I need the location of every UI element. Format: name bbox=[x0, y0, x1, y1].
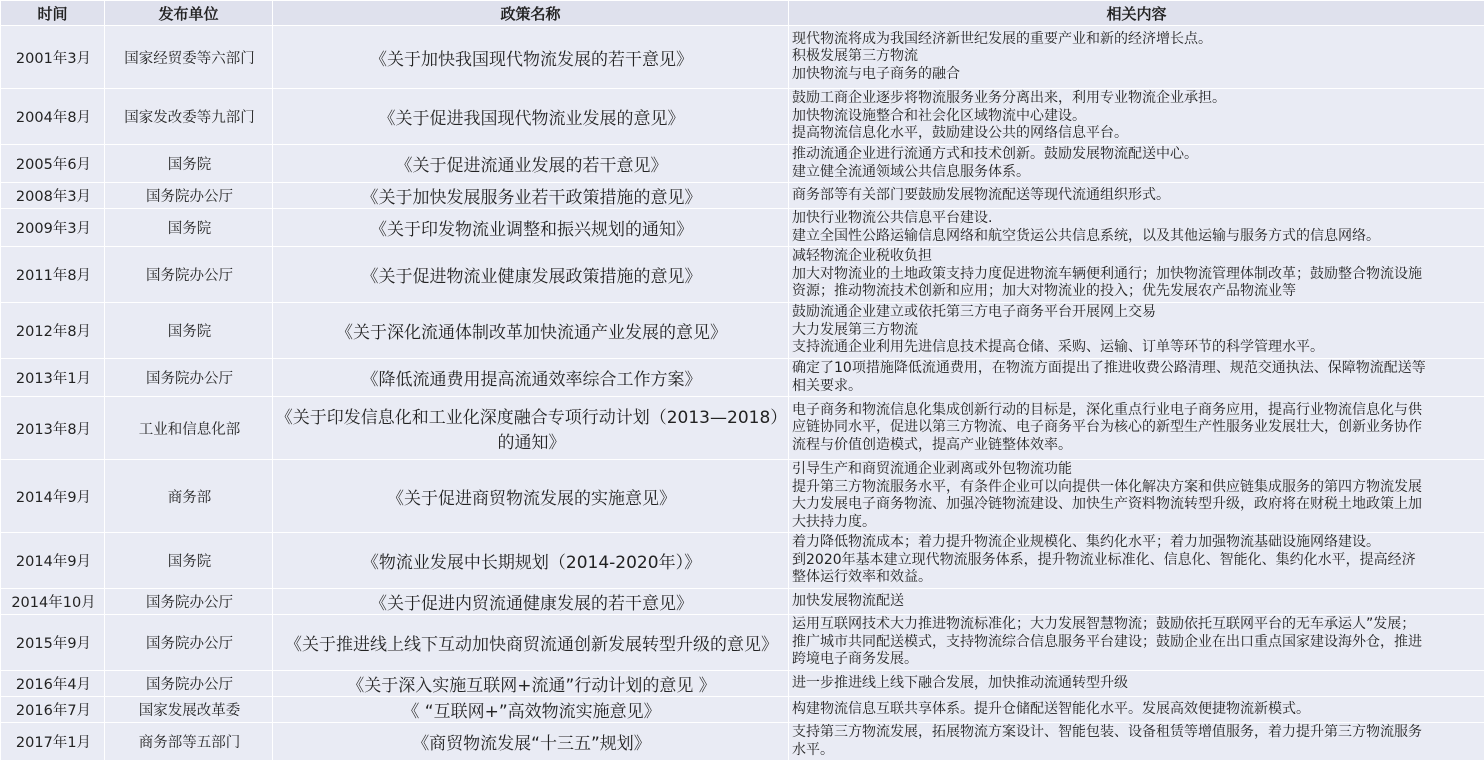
table-row bbox=[1, 615, 1484, 671]
cell-content: 鼓励工商企业逐步将物流服务业务分离出来，利用专业物流企业承担。 加快物流设施整合和社会化区域物流中心建设。 提高物流信息化水平，鼓励建设公共的网络信息平台。 bbox=[789, 89, 1484, 145]
cell-time: 2017年1月 bbox=[1, 723, 105, 761]
header-content: 相关内容 bbox=[789, 1, 1484, 26]
table-row bbox=[1, 359, 1484, 397]
header-time: 时间 bbox=[1, 1, 105, 26]
cell-content: 着力降低物流成本；着力提升物流企业规模化、集约化水平；着力加强物流基础设施网络建设。 到2020年基本建立现代物流服务体系，提升物流业标准化、信息化、智能化、集约化水平，提高经济 整体运行效率和效益。 bbox=[789, 533, 1484, 589]
header-unit: 发布单位 bbox=[105, 1, 273, 26]
cell-content: 商务部等有关部门要鼓励发展物流配送等现代流通组织形式。 bbox=[789, 183, 1484, 209]
cell-policy-name: 《降低流通费用提高流通效率综合工作方案》 bbox=[273, 359, 789, 397]
cell-time: 2001年3月 bbox=[1, 26, 105, 89]
cell-content: 电子商务和物流信息化集成创新行动的目标是，深化重点行业电子商务应用，提高行业物流信息化与供 应链协同水平，促进以第三方物流、电子商务平台为核心的新型生产性服务业发展壮大，创新业务协作 流程与价值创造模式，提高产业链整体效率。 bbox=[789, 397, 1484, 460]
cell-policy-name: 《关于印发物流业调整和振兴规划的通知》 bbox=[273, 209, 789, 247]
cell-unit: 商务部等五部门 bbox=[105, 723, 273, 761]
cell-unit: 国务院 bbox=[105, 303, 273, 359]
cell-unit: 国家发改委等九部门 bbox=[105, 89, 273, 145]
table-row bbox=[1, 397, 1484, 460]
cell-policy-name: 《关于促进内贸流通健康发展的若干意见》 bbox=[273, 589, 789, 615]
cell-policy-name: 《关于深化流通体制改革加快流通产业发展的意见》 bbox=[273, 303, 789, 359]
cell-unit: 国家经贸委等六部门 bbox=[105, 26, 273, 89]
cell-time: 2013年1月 bbox=[1, 359, 105, 397]
table-row bbox=[1, 26, 1484, 89]
cell-policy-name: 《关于深入实施互联网+流通”行动计划的意见 》 bbox=[273, 671, 789, 697]
table-row bbox=[1, 723, 1484, 761]
cell-unit: 国务院办公厅 bbox=[105, 589, 273, 615]
cell-unit: 国务院办公厅 bbox=[105, 671, 273, 697]
cell-policy-name: 《关于促进物流业健康发展政策措施的意见》 bbox=[273, 247, 789, 303]
table-row bbox=[1, 697, 1484, 723]
cell-content: 现代物流将成为我国经济新世纪发展的重要产业和新的经济增长点。 积极发展第三方物流 加快物流与电子商务的融合 bbox=[789, 26, 1484, 89]
header-name: 政策名称 bbox=[273, 1, 789, 26]
table-row bbox=[1, 247, 1484, 303]
cell-time: 2011年8月 bbox=[1, 247, 105, 303]
cell-policy-name: 《商贸物流发展“十三五”规划》 bbox=[273, 723, 789, 761]
cell-policy-name: 《关于促进流通业发展的若干意见》 bbox=[273, 145, 789, 183]
cell-unit: 国务院 bbox=[105, 209, 273, 247]
cell-policy-name: 《关于推进线上线下互动加快商贸流通创新发展转型升级的意见》 bbox=[273, 615, 789, 671]
cell-time: 2014年9月 bbox=[1, 460, 105, 533]
table-row bbox=[1, 183, 1484, 209]
cell-unit: 国务院办公厅 bbox=[105, 247, 273, 303]
cell-content: 加快行业物流公共信息平台建设. 建立全国性公路运输信息网络和航空货运公共信息系统，以及其他运输与服务方式的信息网络。 bbox=[789, 209, 1484, 247]
cell-unit: 国务院办公厅 bbox=[105, 183, 273, 209]
cell-policy-name: 《关于促进我国现代物流业发展的意见》 bbox=[273, 89, 789, 145]
table-row bbox=[1, 671, 1484, 697]
table-row bbox=[1, 89, 1484, 145]
cell-time: 2014年10月 bbox=[1, 589, 105, 615]
cell-time: 2016年7月 bbox=[1, 697, 105, 723]
cell-time: 2005年6月 bbox=[1, 145, 105, 183]
cell-policy-name: 《物流业发展中长期规划（2014-2020年）》 bbox=[273, 533, 789, 589]
cell-time: 2016年4月 bbox=[1, 671, 105, 697]
cell-time: 2004年8月 bbox=[1, 89, 105, 145]
cell-time: 2013年8月 bbox=[1, 397, 105, 460]
cell-content: 确定了10项措施降低流通费用，在物流方面提出了推进收费公路清理、规范交通执法、保障物流配送等 相关要求。 bbox=[789, 359, 1484, 397]
table-row bbox=[1, 460, 1484, 533]
cell-content: 进一步推进线上线下融合发展，加快推动流通转型升级 bbox=[789, 671, 1484, 697]
cell-time: 2012年8月 bbox=[1, 303, 105, 359]
cell-policy-name: 《关于加快发展服务业若干政策措施的意见》 bbox=[273, 183, 789, 209]
cell-policy-name: 《 “互联网+”高效物流实施意见》 bbox=[273, 697, 789, 723]
cell-unit: 国家发展改革委 bbox=[105, 697, 273, 723]
cell-unit: 工业和信息化部 bbox=[105, 397, 273, 460]
cell-content: 构建物流信息互联共享体系。提升仓储配送智能化水平。发展高效便捷物流新模式。 bbox=[789, 697, 1484, 723]
cell-unit: 国务院 bbox=[105, 533, 273, 589]
header-row bbox=[1, 1, 1484, 26]
cell-content: 加快发展物流配送 bbox=[789, 589, 1484, 615]
cell-policy-name: 《关于促进商贸物流发展的实施意见》 bbox=[273, 460, 789, 533]
table-row bbox=[1, 145, 1484, 183]
cell-content: 运用互联网技术大力推进物流标准化；大力发展智慧物流；鼓励依托互联网平台的无车承运人”发展； 推广城市共同配送模式，支持物流综合信息服务平台建设；鼓励企业在出口重点国家建设海外仓，推进 跨境电子商务发展。 bbox=[789, 615, 1484, 671]
cell-content: 减轻物流企业税收负担 加大对物流业的土地政策支持力度促进物流车辆便利通行；加快物流管理体制改革；鼓励整合物流设施 资源；推动物流技术创新和应用；加大对物流业的投入；优先发展农产品物流业等 bbox=[789, 247, 1484, 303]
cell-unit: 国务院办公厅 bbox=[105, 615, 273, 671]
cell-unit: 商务部 bbox=[105, 460, 273, 533]
cell-content: 引导生产和商贸流通企业剥离或外包物流功能 提升第三方物流服务水平，有条件企业可以向提供一体化解决方案和供应链集成服务的第四方物流发展 大力发展电子商务物流、加强冷链物流建设、加快生产资料物流转型升级，政府将在财税土地政策上加 大扶持力度。 bbox=[789, 460, 1484, 533]
cell-time: 2009年3月 bbox=[1, 209, 105, 247]
table-row bbox=[1, 589, 1484, 615]
cell-time: 2015年9月 bbox=[1, 615, 105, 671]
cell-policy-name: 《关于印发信息化和工业化深度融合专项行动计划（2013—2018）的通知》 bbox=[273, 397, 789, 460]
cell-content: 鼓励流通企业建立或依托第三方电子商务平台开展网上交易 大力发展第三方物流 支持流通企业利用先进信息技术提高仓储、采购、运输、订单等环节的科学管理水平。 bbox=[789, 303, 1484, 359]
cell-unit: 国务院 bbox=[105, 145, 273, 183]
cell-content: 推动流通企业进行流通方式和技术创新。鼓励发展物流配送中心。 建立健全流通领域公共信息服务体系。 bbox=[789, 145, 1484, 183]
cell-policy-name: 《关于加快我国现代物流发展的若干意见》 bbox=[273, 26, 789, 89]
cell-content: 支持第三方物流发展，拓展物流方案设计、智能包装、设备租赁等增值服务，着力提升第三方物流服务 水平。 bbox=[789, 723, 1484, 761]
cell-time: 2008年3月 bbox=[1, 183, 105, 209]
cell-time: 2014年9月 bbox=[1, 533, 105, 589]
table-row bbox=[1, 209, 1484, 247]
table-row bbox=[1, 303, 1484, 359]
table-row bbox=[1, 533, 1484, 589]
cell-unit: 国务院办公厅 bbox=[105, 359, 273, 397]
